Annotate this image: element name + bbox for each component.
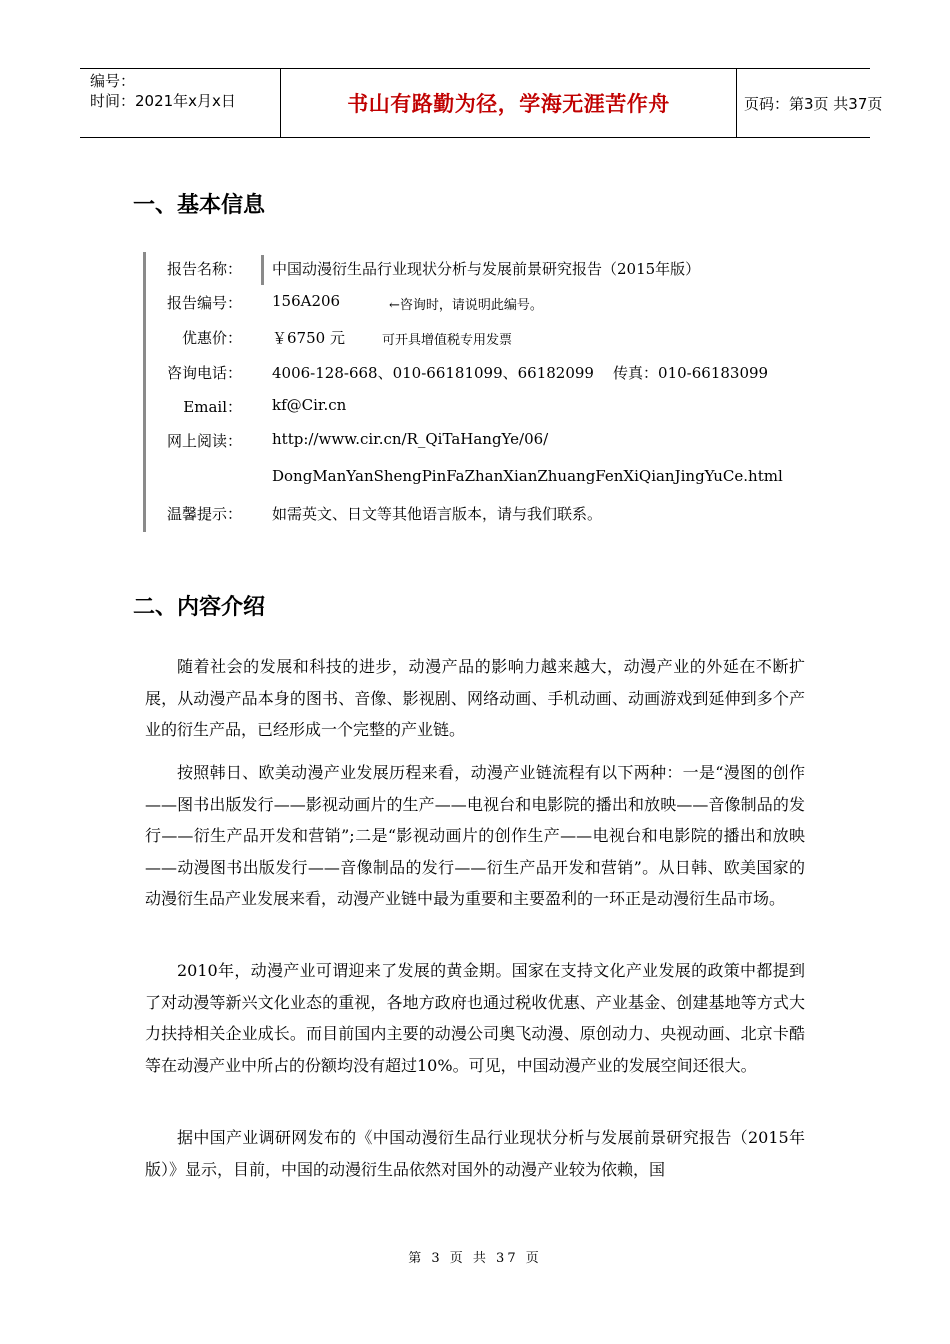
intro-paragraph-4: 据中国产业调研网发布的《中国动漫衍生品行业现状分析与发展前景研究报告（2015年版）》显示，目前，中国的动漫衍生品依然对国外的动漫产业较为依赖，国 [145, 1128, 805, 1179]
header-page-cell [736, 69, 883, 137]
price-note: 可开具增值税专用发票 [382, 333, 513, 348]
document-time: 时间：2021年x月x日 [90, 92, 236, 110]
online-reading-label: 网上阅读： [166, 432, 242, 450]
intro-paragraph-1: 随着社会的发展和科技的进步，动漫产品的影响力越来越大，动漫产业的外延在不断扩展，从动漫产品本身的图书、音像、影视剧、网络动画、手机动画、动画游戏到延伸到多个产业的衍生产品，已经形成一个完整的产业链。 [145, 657, 805, 739]
price-value: ￥6750 元 [272, 329, 345, 347]
intro-paragraph-3: 2010年，动漫产业可谓迎来了发展的黄金期。国家在支持文化产业发展的政策中都提到了对动漫等新兴文化业态的重视，各地方政府也通过税收优惠、产业基金、创建基地等方式大力扶持相关企业成长。而目前国内主要的动漫公司奥飞动漫、原创动力、央视动画、北京卡酷等在动漫产业中所占的份额均没有超过10%。可见，中国动漫产业的发展空间还很大。 [145, 961, 805, 1075]
page-footer: 第 3 页 共 37 页 [408, 1251, 542, 1266]
tip-value: 如需英文、日文等其他语言版本，请与我们联系。 [272, 505, 603, 523]
intro-paragraph-2: 按照韩日、欧美动漫产业发展历程来看，动漫产业链流程有以下两种：一是“漫图的创作——图书出版发行——影视动画片的生产——电视台和电影院的播出和放映——音像制品的发行——衍生产品开发和营销”;二是“影视动画片的创作生产——电视台和电影院的播出和放映——动漫图书出版发行——音像制品的发行——衍生产品开发和营销”。从日韩、欧美国家的动漫衍生品产业发展来看，动漫产业链中最为重要和主要盈利的一环正是动漫衍生品市场。 [145, 763, 805, 908]
report-code-note: ←咨询时，请说明此编号。 [389, 298, 543, 313]
email-link[interactable]: kf@Cir.cn [272, 396, 347, 414]
report-name-label: 报告名称： [166, 260, 242, 278]
report-code-label: 报告编号： [166, 294, 242, 312]
header-page-info: 页码：第3页 共37页 [744, 94, 883, 113]
email-label: Email： [183, 398, 242, 416]
report-name-value: 中国动漫衍生品行业现状分析与发展前景研究报告（2015年版） [272, 260, 701, 278]
online-reading-url-line2[interactable]: DongManYanShengPinFaZhanXianZhuangFenXiQianJingYuCe.html [272, 467, 783, 485]
tip-label: 温馨提示： [166, 505, 242, 523]
report-name-marker [261, 255, 264, 285]
price-label: 优惠价： [181, 329, 242, 347]
section-title-basic-info: 一、基本信息 [133, 193, 266, 218]
phone-value: 4006-128-668、010-66181099、66182099 传真：010-66183099 [272, 364, 769, 382]
section-title-content-intro: 二、内容介绍 [133, 595, 266, 620]
report-code-value: 156A206 [272, 292, 341, 310]
basic-info-block [143, 252, 846, 532]
page-header [80, 68, 883, 138]
document-number-label: 编号： [90, 72, 136, 90]
online-reading-url-line1[interactable]: http://www.cir.cn/R_QiTaHangYe/06/ [272, 430, 549, 448]
header-motto: 书山有路勤为径，学海无涯苦作舟 [347, 92, 670, 116]
phone-label: 咨询电话： [166, 364, 242, 382]
header-motto-cell [280, 69, 737, 137]
header-meta [80, 69, 280, 137]
